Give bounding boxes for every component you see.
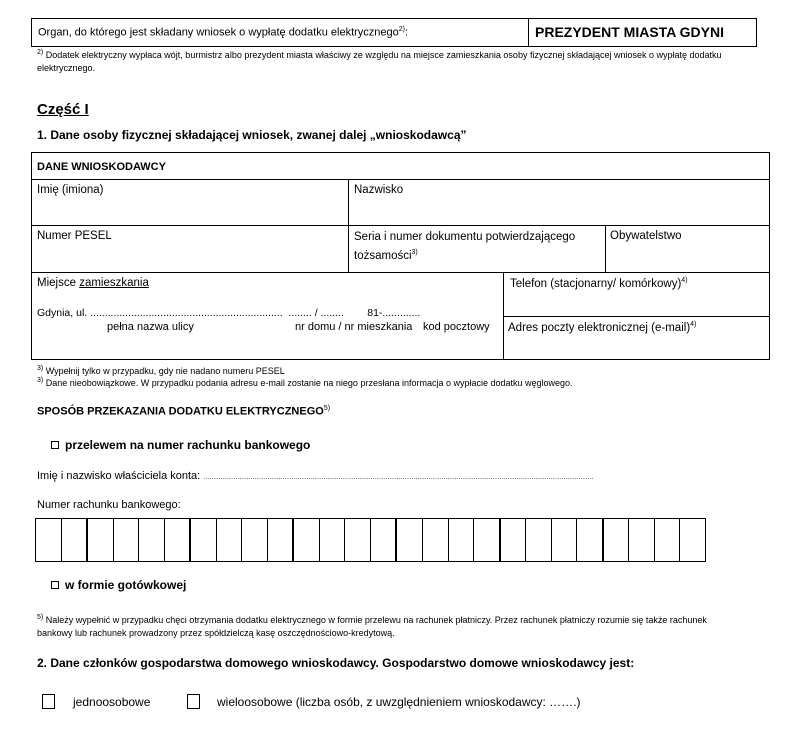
footnote-4-text: Dane nieobowiązkowe. W przypadku podania adresu e-mail zostanie na niego przesłana informacja o wypłacie dodatku węglowego.: [45, 378, 573, 388]
id-doc-sup: 3): [411, 249, 418, 256]
option-cash[interactable]: [51, 578, 186, 592]
account-digit-box[interactable]: [654, 519, 680, 561]
account-digit-box[interactable]: [370, 519, 396, 561]
organ-label: Organ, do którego jest składany wniosek o wypłatę dodatku elektrycznego$^{2)}$:: [38, 26, 409, 39]
account-digit-box[interactable]: [36, 519, 61, 561]
footnote-5-mark: 5): [37, 614, 44, 621]
section2-title: 2. Dane członków gospodarstwa domowego wnioskodawcy. Gospodarstwo domowe wnioskodawcy jest:: [37, 656, 635, 670]
footnote-4: [37, 374, 573, 390]
hline-contact: [503, 316, 769, 317]
address-line: Gdynia, ul. .................................................................. ........ / ........ 81-.............: [37, 307, 421, 319]
phone-sup: 4): [681, 277, 688, 284]
hline-3: [32, 272, 769, 273]
account-digit-box[interactable]: [422, 519, 448, 561]
email-label-text: Adres poczty elektronicznej (e-mail): [508, 321, 691, 334]
account-digit-box[interactable]: [628, 519, 654, 561]
pesel-label: Numer PESEL: [37, 230, 112, 242]
multi-checkbox[interactable]: [187, 694, 200, 709]
email-sup: 4): [690, 321, 697, 328]
account-digit-box[interactable]: [679, 519, 705, 561]
account-digit-box[interactable]: [86, 519, 113, 561]
option-transfer[interactable]: [51, 438, 310, 452]
payment-title-text: SPOSÓB PRZEKAZANIA DODATKU ELEKTRYCZNEGO: [37, 405, 324, 418]
single-checkbox[interactable]: [42, 694, 55, 709]
account-digit-box[interactable]: [448, 519, 474, 561]
account-label: Numer rachunku bankowego:: [37, 499, 181, 511]
citizenship-label: Obywatelstwo: [610, 230, 682, 242]
table-header: DANE WNIOSKODAWCY: [37, 161, 166, 173]
id-doc-label: [354, 230, 575, 264]
account-digit-box[interactable]: [395, 519, 422, 561]
payment-title-sup: 5): [323, 405, 331, 412]
hline-2: [32, 225, 769, 226]
residence-label-prefix: Miejsce: [37, 277, 80, 289]
option-multi[interactable]: [187, 694, 581, 709]
residence-label: [37, 277, 149, 289]
footnote-3-text: Wypełnij tylko w przypadku, gdy nie nadano numeru PESEL: [45, 366, 285, 376]
account-digit-box[interactable]: [525, 519, 551, 561]
part-title: Część I: [37, 101, 89, 118]
organ-value: PREZYDENT MIASTA GDYNI: [535, 24, 725, 40]
account-digit-box[interactable]: [113, 519, 139, 561]
id-doc-label-1: Seria i numer dokumentu potwierdzającego: [354, 231, 576, 243]
option-single-label: jednoosobowe: [73, 694, 151, 709]
account-digit-box[interactable]: [267, 519, 293, 561]
last-name-label: Nazwisko: [354, 184, 404, 196]
owner-input[interactable]: ......................................................................................................................................................................................: [203, 474, 594, 481]
section1-title: 1. Dane osoby fizycznej składającej wniosek, zwanej dalej „wnioskodawcą”: [37, 128, 467, 142]
option-single[interactable]: [42, 694, 150, 709]
street-caption: pełna nazwa ulicy: [107, 321, 194, 333]
first-name-label: Imię (imiona): [37, 184, 104, 196]
footnote-4-mark: 3): [37, 377, 44, 384]
account-digit-box[interactable]: [216, 519, 242, 561]
footnote-2: [37, 46, 757, 75]
organ-divider: [528, 19, 529, 46]
account-digit-box[interactable]: [344, 519, 370, 561]
account-digit-box[interactable]: [292, 519, 319, 561]
owner-label: Imię i nazwisko właściciela konta:: [37, 470, 201, 482]
account-digit-box[interactable]: [551, 519, 577, 561]
account-digit-box[interactable]: [61, 519, 87, 561]
account-number-grid[interactable]: [35, 518, 706, 562]
email-label: [508, 321, 696, 334]
organ-sup: 2): [398, 26, 405, 33]
account-digit-box[interactable]: [499, 519, 526, 561]
organ-row: [31, 18, 757, 47]
footnote-2-text: Dodatek elektryczny wypłaca wójt, burmistrz albo prezydent miasta właściwy ze względu na miejsce zamieszkania osoby fizycznej składającej wniosek o wypłatę dodatku: [45, 50, 722, 60]
footnote-3-mark: 3): [37, 365, 44, 372]
footnote-5-cont: bankowy lub rachunek prowadzony przez spółdzielczą kasę oszczędnościowo-kredytową.: [37, 628, 395, 638]
applicant-table: [31, 152, 770, 360]
account-digit-box[interactable]: [576, 519, 602, 561]
vline-citizenship: [605, 225, 606, 272]
footnote-5: [37, 611, 767, 640]
phone-label-text: Telefon (stacjonarny/ komórkowy): [510, 277, 682, 290]
account-digit-box[interactable]: [189, 519, 216, 561]
postal-caption: kod pocztowy: [423, 321, 490, 333]
account-digit-box[interactable]: [164, 519, 190, 561]
account-digit-box[interactable]: [241, 519, 267, 561]
hline-1: [32, 179, 769, 180]
option-transfer-label: przelewem na numer rachunku bankowego: [65, 438, 311, 452]
account-digit-box[interactable]: [602, 519, 629, 561]
cash-checkbox[interactable]: [51, 581, 59, 589]
phone-label: [510, 277, 688, 290]
option-multi-label: wieloosobowe (liczba osób, z uwzględnieniem wnioskodawcy: …….): [217, 694, 581, 709]
house-caption: nr domu / nr mieszkania: [295, 321, 413, 333]
account-digit-box[interactable]: [319, 519, 345, 561]
residence-label-underlined: zamieszkania: [79, 277, 149, 289]
footnote-5-text: Należy wypełnić w przypadku chęci otrzymania dodatku elektrycznego w formie przelewu na rachunek płatniczy. Przez rachunek płatniczy rozumie się także rachunek: [45, 615, 707, 625]
option-cash-label: w formie gotówkowej: [65, 578, 187, 592]
footnote-2-cont: elektrycznego.: [37, 63, 96, 73]
organ-label-text: Organ, do którego jest składany wniosek o wypłatę dodatku elektrycznego: [38, 26, 399, 39]
id-doc-label-2: tożsamości: [354, 249, 412, 262]
account-digit-box[interactable]: [473, 519, 499, 561]
payment-title: [37, 405, 330, 418]
account-digit-box[interactable]: [138, 519, 164, 561]
footnote-2-mark: 2): [37, 49, 44, 56]
owner-row: [37, 470, 594, 482]
transfer-checkbox[interactable]: [51, 441, 59, 449]
